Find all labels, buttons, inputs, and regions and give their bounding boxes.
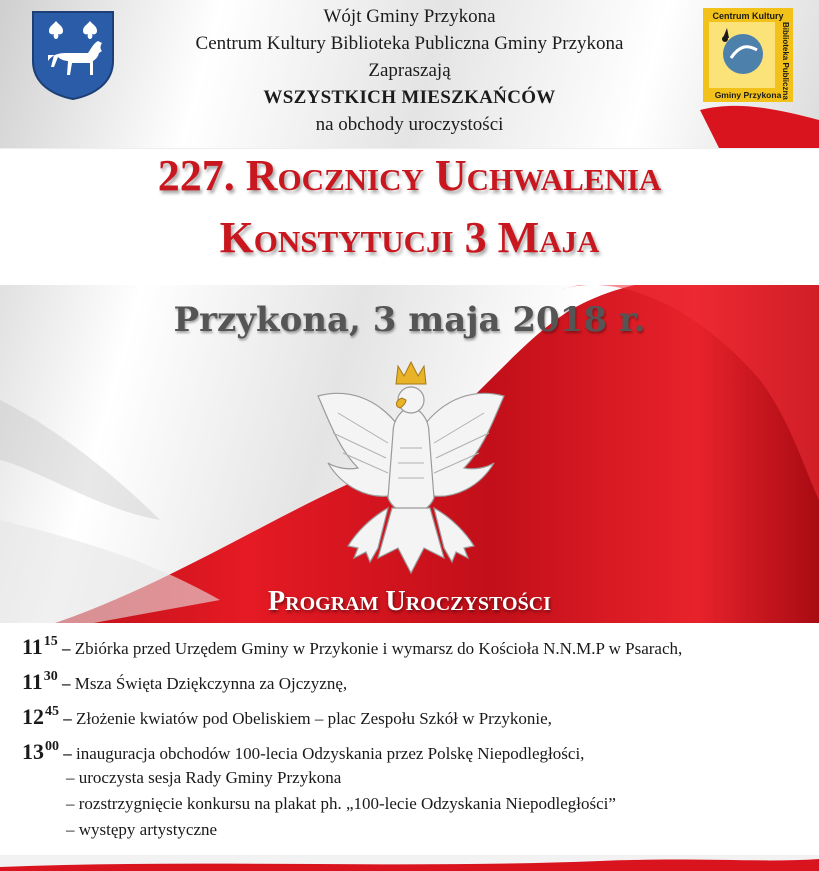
title-line-2: Konstytucji 3 Maja [219, 213, 600, 262]
program-minutes: 15 [43, 634, 58, 649]
program-text: Msza Święta Dziękczynna za Ojczyznę, [74, 674, 348, 693]
culture-center-logo [703, 8, 793, 102]
program-hour: 12 [22, 704, 44, 729]
program-subitem: – rozstrzygnięcie konkursu na plakat ph. „100-lecie Odzyskania Niepodległości” [66, 794, 616, 813]
program-minutes: 00 [45, 739, 59, 754]
program-text: Zbiórka przed Urzędem Gminy w Przykonie i wymarsz do Kościoła N.N.M.P w Psarach, [74, 639, 683, 658]
bottom-flag-strip [0, 855, 819, 871]
program-subitem: – występy artystyczne [66, 820, 218, 839]
program-text: inauguracja obchodów 100-lecia Odzyskania przez Polskę Niepodległości, [76, 744, 585, 763]
logo-side-text: Biblioteka Publiczna [781, 22, 790, 100]
program-title: Program Uroczystości [268, 586, 551, 617]
program-subitem: – uroczysta sesja Rady Gminy Przykona [66, 768, 342, 787]
header-line-4: WSZYSTKICH MIESZKAŃCÓW [263, 87, 556, 108]
program-hour: 13 [22, 739, 44, 764]
title-line-1: 227. Rocznicy Uchwalenia [157, 151, 662, 200]
header-line-2: Centrum Kultury Biblioteka Publiczna Gminy Przykona [195, 33, 624, 54]
program-item: $13^{00}$ – inauguracja obchodów 100-lecia Odzyskania przez Polskę Niepodległości, [22, 739, 585, 764]
event-date: Przykona, 3 maja 2018 r. [173, 300, 646, 340]
program-item: $11^{30}$ – Msza Święta Dziękczynna za Ojczyznę, [22, 669, 348, 694]
program-text: Złożenie kwiatów pod Obeliskiem – plac Zespołu Szkół w Przykonie, [76, 709, 552, 728]
program-minutes: 45 [45, 704, 59, 719]
white-eagle-emblem-icon [308, 358, 514, 588]
header-line-5: na obchody uroczystości [315, 114, 504, 135]
program-item: $11^{15}$ – Zbiórka przed Urzędem Gminy w Przykonie i wymarsz do Kościoła N.N.M.P w Psarach, [22, 634, 683, 659]
program-hour: 11 [22, 669, 43, 694]
header-line-3: Zapraszają [368, 60, 451, 81]
header-line-1: Wójt Gminy Przykona [323, 6, 496, 27]
program-hour: 11 [22, 634, 43, 659]
program-minutes: 30 [43, 669, 58, 684]
header [0, 0, 819, 146]
logo-bottom-text: Gminy Przykona [714, 90, 782, 100]
program-item: $12^{45}$ – Złożenie kwiatów pod Obeliskiem – plac Zespołu Szkół w Przykonie, [22, 704, 552, 729]
logo-top-text: Centrum Kultury [712, 11, 784, 21]
